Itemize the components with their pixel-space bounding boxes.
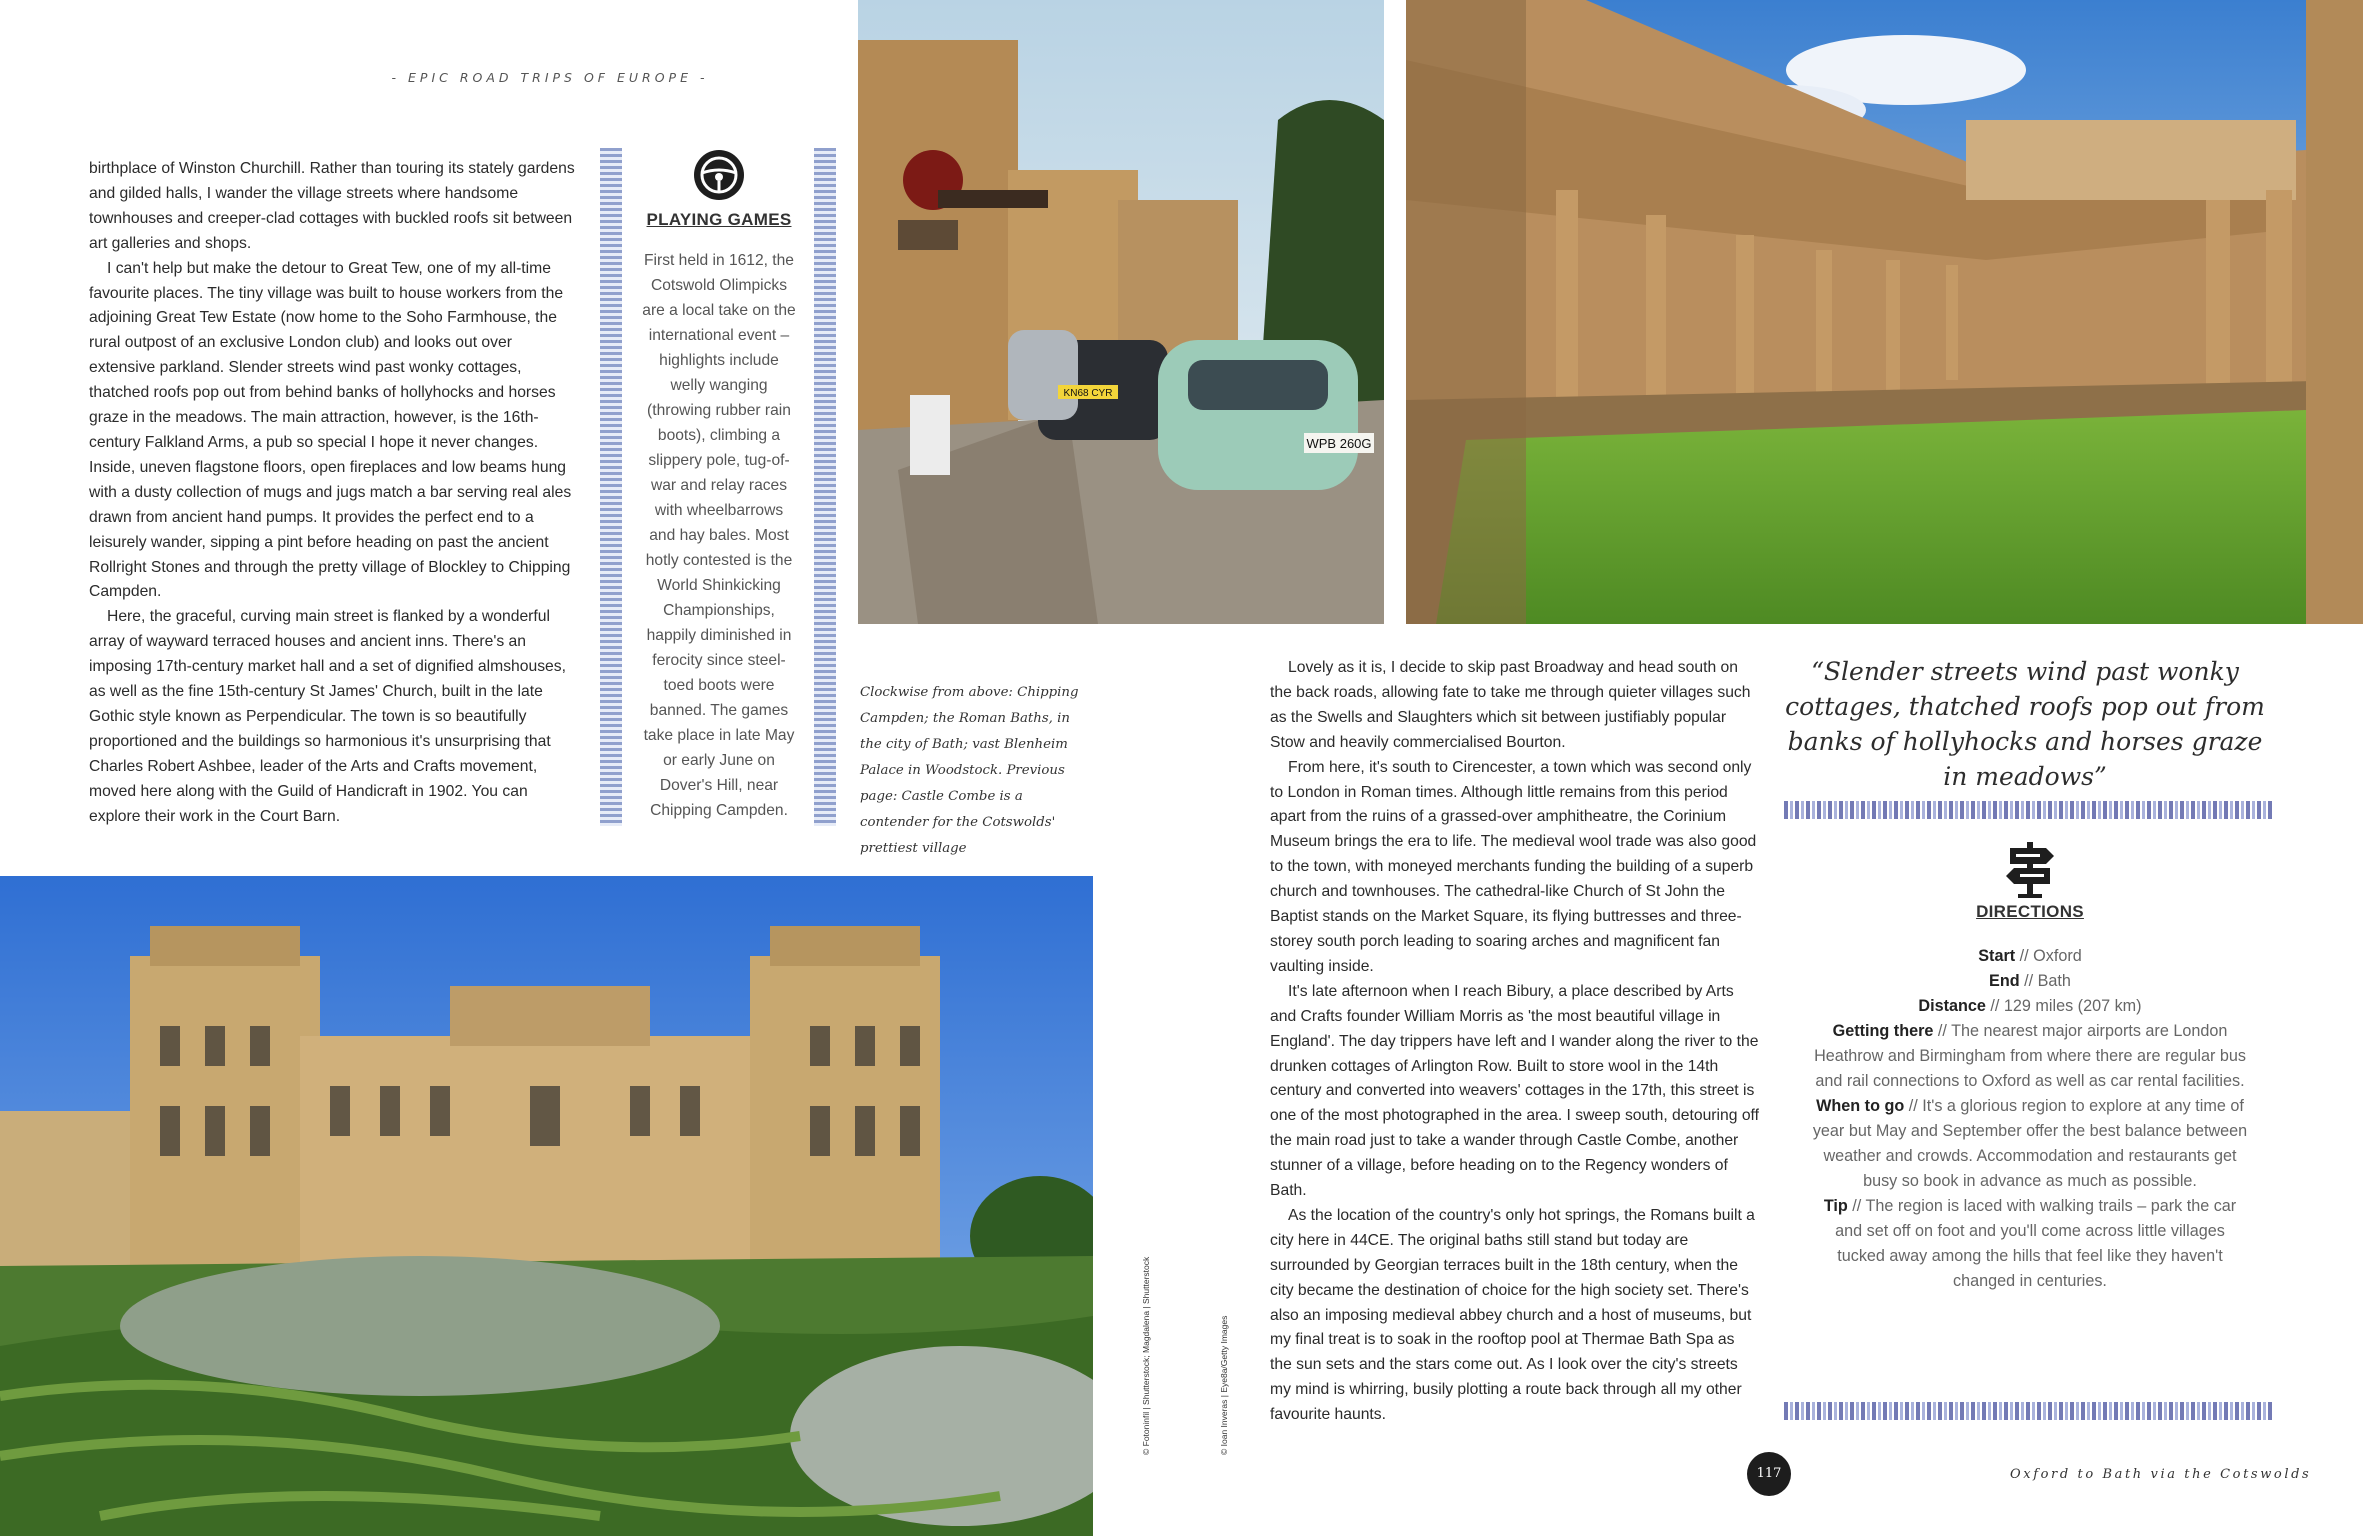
direction-item bbox=[1810, 1019, 2250, 1094]
chapter-title: Oxford to Bath via the Cotswolds bbox=[2010, 1467, 2312, 1482]
signpost-icon bbox=[2002, 838, 2058, 898]
direction-text: 129 miles (207 km) bbox=[2003, 997, 2142, 1015]
running-head: - EPIC ROAD TRIPS OF EUROPE - bbox=[391, 70, 709, 85]
direction-item bbox=[1810, 994, 2250, 1019]
body-paragraph: It's late afternoon when I reach Bibury, a place described by Arts and Crafts founder William Morris as 'the most beautiful village in England'. The day trippers have left and I wander along the river to the drunken cottages of Arlington Row. Built to store wool in the 14th century and converted into weavers' cottages in the 17th, this street is one of the most photographed in the area. I sweep south, detouring off the main road just to take a wander through Castle Combe, another stunner of a village, before heading on to the Regency wonders of Bath. bbox=[1270, 982, 1759, 1200]
sidebar-text: First held in 1612, the Cotswold Olimpicks are a local take on the international event – highlights include welly wanging (throwing rubber rain boots), climbing a slippery pole, tug-of-war and relay races with wheelbarrows and hay bales. Most hotly contested is the World Shinkicking Championships, happily diminished in ferocity since steel-toed boots were banned. The games take place in late May or early June on Dover's Hill, near Chipping Campden. bbox=[642, 252, 796, 819]
direction-sep: // bbox=[1904, 1097, 1923, 1115]
direction-label: Start bbox=[1978, 947, 2016, 965]
direction-sep: // bbox=[1985, 997, 2004, 1015]
directions-panel bbox=[1810, 838, 2250, 1294]
direction-text: It's a glorious region to explore at any time of year but May and September offer the best balance between weather and crowds. Accommodation and restaurants get busy so book in advance as much as possible. bbox=[1812, 1097, 2248, 1190]
license-plate-text: WPB 260G bbox=[1306, 436, 1372, 451]
direction-item bbox=[1810, 1194, 2250, 1294]
left-body-column bbox=[89, 157, 579, 829]
pull-quote: “Slender streets wind past wonky cottages, thatched roofs pop out from banks of hollyhocks and horses graze in meadows” bbox=[1785, 657, 2265, 791]
direction-sep: // bbox=[2015, 947, 2034, 965]
direction-item bbox=[1810, 969, 2250, 994]
direction-sep: // bbox=[1933, 1022, 1952, 1040]
body-paragraph: Lovely as it is, I decide to skip past Broadway and head south on the back roads, allowing fate to take me through quieter villages such as the Swells and Slaughters which sit between justifiably popular Stow and heavily commercialised Bourton. bbox=[1270, 659, 1751, 751]
photo-caption: Clockwise from above: Chipping Campden; the Roman Baths, in the city of Bath; vast Blenheim Palace in Woodstock. Previous page: Castle Combe is a contender for the Cotswolds' prettiest village bbox=[860, 685, 1079, 856]
direction-item bbox=[1810, 1094, 2250, 1194]
direction-sep: // bbox=[2019, 972, 2038, 990]
direction-item bbox=[1810, 944, 2250, 969]
body-paragraph: I can't help but make the detour to Great Tew, one of my all-time favourite places. The tiny village was built to house workers from the adjoining Great Tew Estate (now home to the Soho Farmhouse, the rural outpost of an exclusive London club) and looks out over extensive parkland. Slender streets wind past wonky cottages, thatched roofs pop out from behind banks of hollyhocks and horses graze in the meadows. The main attraction, however, is the 16th-century Falkland Arms, a pub so special I hope it never changes. Inside, uneven flagstone floors, open fireplaces and low beams hung with a dusty collection of mugs and jugs match a bar serving real ales drawn from ancient hand pumps. It provides the perfect end to a leisurely wander, sipping a pint before heading on past the ancient Rollright Stones and through the pretty village of Blockley to Chipping Campden. bbox=[89, 259, 572, 601]
blenheim-palace-photo bbox=[0, 876, 1093, 1536]
sidebar-title: PLAYING GAMES bbox=[646, 210, 792, 229]
right-body-column bbox=[1270, 656, 1760, 1428]
direction-text: Oxford bbox=[2033, 947, 2082, 965]
direction-text: Bath bbox=[2037, 972, 2071, 990]
body-paragraph: From here, it's south to Cirencester, a town which was second only to London in Roman times. Although little remains from this period apart from the ruins of a grassed-over amphitheatre, the Corinium Museum brings the era to life. The medieval wool trade was also good to the town, with moneyed merchants funding the building of a superb church and townhouses. The cathedral-like Church of St John the Baptist stands on the Market Square, its flying buttresses and three-storey south porch leading to soaring arches and magnificent fan vaulting inside. bbox=[1270, 758, 1757, 975]
sidebar-border-left bbox=[600, 148, 622, 826]
directions-title: DIRECTIONS bbox=[1976, 902, 2084, 921]
direction-text: The region is laced with walking trails – park the car and set off on foot and you'll come across little villages tucked away among the hills that feel like they haven't changed in centuries. bbox=[1835, 1197, 2237, 1290]
decorative-band-bottom bbox=[1784, 1402, 2273, 1420]
direction-text: The nearest major airports are London Heathrow and Birmingham from where there are regular bus and rail connections to Oxford as well as car rental facilities. bbox=[1814, 1022, 2246, 1090]
photo-credit-right: © Ioan Inveras | Eye8a/Getty Images bbox=[1219, 1315, 1229, 1455]
body-paragraph: As the location of the country's only hot springs, the Romans built a city here in 44CE. The original baths still stand but today are surrounded by Georgian terraces built in the 18th century, when the city became the destination of choice for the high society set. There's also an imposing medieval abbey church and a host of museums, but my final treat is to soak in the rooftop pool at Thermae Bath Spa as the sun sets and the stars come out. As I look over the city's streets my mind is whirring, busily plotting a route back through all my other favourite haunts. bbox=[1270, 1206, 1755, 1424]
chipping-campden-photo bbox=[858, 0, 1384, 624]
steering-wheel-icon bbox=[692, 148, 746, 202]
body-paragraph: Here, the graceful, curving main street is flanked by a wonderful array of wayward terraced houses and ancient inns. There's an imposing 17th-century market hall and a set of dignified almshouses, as well as the fine 15th-century St James' Church, built in the late Gothic style known as Perpendicular. The town is so beautifully proportioned and the buildings so harmonious it's unsurprising that Charles Robert Ashbee, leader of the Arts and Crafts movement, moved here along with the Guild of Handicraft in 1902. You can explore their work in the Court Barn. bbox=[89, 608, 566, 825]
direction-label: Getting there bbox=[1832, 1022, 1934, 1040]
decorative-band-top bbox=[1784, 801, 2273, 819]
direction-label: Distance bbox=[1918, 997, 1986, 1015]
playing-games-sidebar bbox=[626, 148, 812, 823]
direction-label: End bbox=[1989, 972, 2020, 990]
direction-sep: // bbox=[1847, 1197, 1866, 1215]
license-plate-text: KN68 CYR bbox=[1063, 388, 1113, 399]
direction-label: When to go bbox=[1816, 1097, 1905, 1115]
page-number: 117 bbox=[1747, 1452, 1791, 1496]
body-paragraph: birthplace of Winston Churchill. Rather than touring its stately gardens and gilded halls, I wander the village streets where handsome townhouses and creeper-clad cottages with buckled roofs sit between art galleries and shops. bbox=[89, 160, 575, 252]
photo-credit-left: © Fotoninfil | Shutterstock; Magdalena | Shutterstock bbox=[1141, 1256, 1151, 1455]
sidebar-border-right bbox=[814, 148, 836, 826]
roman-baths-photo bbox=[1406, 0, 2363, 624]
direction-label: Tip bbox=[1823, 1197, 1848, 1215]
